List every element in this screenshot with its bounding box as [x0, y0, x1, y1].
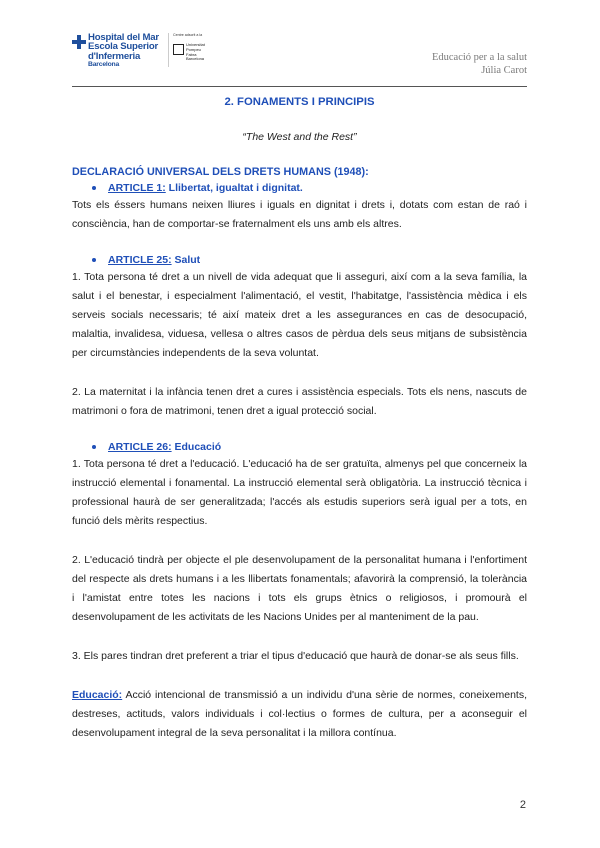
article-title: Educació — [171, 441, 222, 453]
header-rule — [72, 86, 527, 87]
article-paragraph: Tots els éssers humans neixen lliures i iguals en dignitat i drets i, dotats com estan de raó i consciència, han de comportar-se fraternalment els uns amb els altres. — [72, 199, 527, 230]
university-mark-icon — [173, 44, 184, 55]
logo-line-1: Hospital del Mar — [88, 32, 159, 43]
article-heading — [72, 182, 527, 194]
uni-small-text: Centre adscrit a la — [173, 33, 203, 37]
article-heading — [72, 254, 527, 266]
definition-paragraph — [72, 686, 527, 743]
article-title: Salut — [171, 254, 201, 266]
uni-mark-text — [186, 43, 211, 62]
logo-divider — [168, 33, 169, 67]
logo-city: Barcelona — [88, 61, 120, 69]
header-info — [432, 51, 527, 77]
uni-mark-line-1: Universitat — [186, 42, 205, 47]
article-paragraph: 1. Tota persona té dret a un nivell de vida adequat que li asseguri, així com a la seva família, la salut i el benestar, i especialment l'alimentació, el vestit, l'habitatge, l'assistència mèdica i els serveis socials necessaris; té així mateix dret a les assegurances en cas de desocupació, malaltia, invalidesa, viduesa, vellesa o altres casos de pèrdua dels seus mitjans de subsistència per circumstàncies independents de la seva voluntat. — [72, 271, 527, 359]
definition-text: Acció intencional de transmissió a un individu d'una sèrie de normes, coneixements, destreses, actituds, valors individuals i col·lectius o formes de cultura, per a aconseguir el desenvolupament integral de la seva personalitat i la millora contínua. — [72, 689, 527, 739]
cross-icon — [72, 35, 86, 49]
article-label: ARTICLE 1: — [108, 182, 166, 194]
author-name: Júlia Carot — [481, 65, 527, 76]
article-paragraph: 2. L'educació tindrà per objecte el ple desenvolupament de la personalitat humana i l'enfortiment del respecte als drets humans i a les llibertats fonamentals; afavorirà la comprensió, la tolerància i l'amistat entre totes les nacions i tots els grups ètnics o religiosos, i promourà el desenvolupament de les activitats de les Nacions Unides per al manteniment de la pau. — [72, 554, 527, 623]
logo-text — [88, 33, 159, 69]
page-content — [72, 94, 527, 743]
article-heading — [72, 441, 527, 453]
institution-logo — [72, 33, 222, 73]
university-logo — [173, 33, 211, 63]
logo-line-2: Escola Superior — [88, 41, 159, 53]
section-title: 2. FONAMENTS I PRINCIPIS — [224, 96, 375, 108]
page-number: 2 — [519, 799, 526, 811]
bullet-icon — [92, 258, 96, 262]
article-title: Llibertat, igualtat i dignitat. — [165, 182, 303, 194]
uni-mark-line-2: Pompeu Fabra — [186, 46, 201, 57]
definition-term: Educació: — [72, 689, 123, 701]
article-label: ARTICLE 25: — [108, 254, 172, 266]
bullet-icon — [92, 445, 96, 449]
bullet-icon — [92, 186, 96, 190]
course-name: Educació per a la salut — [431, 52, 527, 63]
article-paragraph: 1. Tota persona té dret a l'educació. L'educació ha de ser gratuïta, almenys pel que concerneix la instrucció elemental i fonamental. La instrucció elemental serà obligatòria. La instrucció tècnica i professional haurà de ser generalitzada; l'accés als estudis superiors serà igual per a tots, en funció dels mèrits respectius. — [72, 458, 527, 527]
article-paragraph: 3. Els pares tindran dret preferent a triar el tipus d'educació que haurà de donar-se als seus fills. — [72, 650, 519, 662]
section-subtitle: “The West and the Rest” — [242, 131, 357, 143]
article-paragraph: 2. La maternitat i la infància tenen dret a cures i assistència especials. Tots els nens, nascuts de matrimoni o fora de matrimoni, tenen dret a igual protecció social. — [72, 386, 527, 417]
declaration-heading: DECLARACIÓ UNIVERSAL DELS DRETS HUMANS (1948): — [72, 166, 369, 178]
article-label: ARTICLE 26: — [108, 441, 172, 453]
uni-mark-line-3: Barcelona — [186, 56, 205, 62]
logo-line-3: d'Infermeria — [88, 50, 141, 62]
